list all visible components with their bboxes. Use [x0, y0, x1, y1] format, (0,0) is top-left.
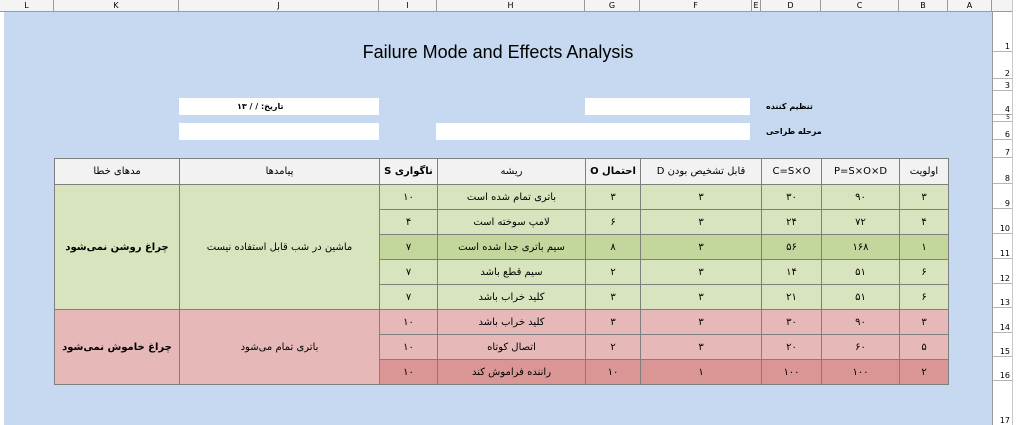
header-criticality[interactable]: C=S×O	[762, 159, 822, 185]
organizer-field[interactable]	[585, 98, 750, 115]
cause-cell[interactable]: اتصال کوتاه	[438, 335, 586, 360]
row-number: 7	[1004, 148, 1010, 157]
row-number: 2	[1004, 69, 1010, 78]
detection-cell[interactable]: ۳	[641, 335, 762, 360]
header-detection[interactable]: قابل تشخیص بودن D	[641, 159, 762, 185]
rpn-cell[interactable]: ۵۱	[822, 285, 900, 310]
severity-cell[interactable]: ۱۰	[380, 310, 438, 335]
row-number: 17	[999, 416, 1010, 425]
design-stage-field[interactable]	[436, 123, 750, 140]
fmea-table	[54, 158, 949, 385]
organizer-label: تنظیم کننده	[766, 102, 813, 111]
row-number: 10	[999, 224, 1010, 233]
occurrence-cell[interactable]: ۸	[586, 235, 641, 260]
date-extra-field[interactable]	[179, 123, 379, 140]
column-header-l[interactable]: L	[0, 0, 54, 11]
occurrence-cell[interactable]: ۳	[586, 285, 641, 310]
page-title: Failure Mode and Effects Analysis	[362, 42, 634, 62]
date-field[interactable]	[179, 98, 379, 115]
failure-mode-cell[interactable]: چراغ خاموش نمی‌شود	[55, 310, 180, 385]
severity-cell[interactable]: ۱۰	[380, 335, 438, 360]
occurrence-cell[interactable]: ۳	[586, 185, 641, 210]
effect-cell[interactable]: ماشین در شب قابل استفاده نیست	[180, 185, 380, 310]
occurrence-cell[interactable]: ۱۰	[586, 360, 641, 385]
row-header-4[interactable]	[993, 91, 1012, 115]
cause-cell[interactable]: کلید خراب باشد	[438, 310, 586, 335]
design-stage-label: مرحله طراحی	[766, 127, 822, 136]
header-occurrence[interactable]: احتمال O	[586, 159, 641, 185]
priority-cell[interactable]: ۵	[900, 335, 949, 360]
priority-cell[interactable]: ۳	[900, 185, 949, 210]
cause-cell[interactable]: سیم قطع باشد	[438, 260, 586, 285]
column-header-e[interactable]: E	[752, 0, 761, 11]
row-header-3[interactable]	[993, 79, 1012, 91]
table-row	[55, 310, 949, 335]
severity-cell[interactable]: ۷	[380, 260, 438, 285]
rpn-cell[interactable]: ۶۰	[822, 335, 900, 360]
column-header-c[interactable]: C	[821, 0, 899, 11]
severity-cell[interactable]: ۱۰	[380, 360, 438, 385]
severity-cell[interactable]: ۷	[380, 285, 438, 310]
severity-cell[interactable]: ۱۰	[380, 185, 438, 210]
spreadsheet-area[interactable]	[4, 12, 992, 425]
criticality-cell[interactable]: ۳۰	[762, 310, 822, 335]
column-header-f[interactable]: F	[640, 0, 752, 11]
column-header-b[interactable]: B	[899, 0, 948, 11]
column-header-i[interactable]: I	[379, 0, 437, 11]
failure-mode-cell[interactable]: چراغ روشن نمی‌شود	[55, 185, 180, 310]
row-number: 1	[1004, 42, 1010, 51]
row-header-6[interactable]	[993, 122, 1012, 140]
header-effects[interactable]: پیامدها	[180, 159, 380, 185]
occurrence-cell[interactable]: ۳	[586, 310, 641, 335]
column-header-d[interactable]: D	[761, 0, 821, 11]
criticality-cell[interactable]: ۲۰	[762, 335, 822, 360]
row-header-12[interactable]	[993, 259, 1012, 284]
right-edge-strip	[1012, 0, 1024, 425]
occurrence-cell[interactable]: ۲	[586, 260, 641, 285]
column-header-a[interactable]: A	[948, 0, 992, 11]
criticality-cell[interactable]: ۳۰	[762, 185, 822, 210]
detection-cell[interactable]: ۱	[641, 360, 762, 385]
date-label: تاریخ: / / ۱۳	[237, 102, 284, 111]
row-header-7[interactable]	[993, 140, 1012, 158]
priority-cell[interactable]: ۱	[900, 235, 949, 260]
row-number: 4	[1004, 105, 1010, 114]
occurrence-cell[interactable]: ۶	[586, 210, 641, 235]
row-header-14[interactable]	[993, 308, 1012, 333]
row-header-11[interactable]	[993, 234, 1012, 259]
row-number: 3	[1004, 81, 1010, 90]
row-number: 13	[999, 298, 1010, 307]
row-header-2[interactable]	[993, 52, 1012, 79]
detection-cell[interactable]: ۳	[641, 285, 762, 310]
header-severity[interactable]: ناگواری S	[380, 159, 438, 185]
detection-cell[interactable]: ۳	[641, 310, 762, 335]
row-header-10[interactable]	[993, 209, 1012, 234]
row-header-16[interactable]	[993, 357, 1012, 381]
rpn-cell[interactable]: ۵۱	[822, 260, 900, 285]
priority-cell[interactable]: ۶	[900, 260, 949, 285]
header-priority[interactable]: اولویت	[900, 159, 949, 185]
criticality-cell[interactable]: ۱۴	[762, 260, 822, 285]
rpn-cell[interactable]: ۹۰	[822, 310, 900, 335]
rpn-cell[interactable]: ۱۶۸	[822, 235, 900, 260]
header-cause[interactable]: ریشه	[438, 159, 586, 185]
table-row	[55, 185, 949, 210]
effect-cell[interactable]: باتری تمام می‌شود	[180, 310, 380, 385]
row-number: 12	[999, 274, 1010, 283]
priority-cell[interactable]: ۶	[900, 285, 949, 310]
column-header-j[interactable]: J	[179, 0, 379, 11]
header-rpn[interactable]: P=S×O×D	[822, 159, 900, 185]
row-header-bar	[992, 12, 1012, 425]
priority-cell[interactable]: ۴	[900, 210, 949, 235]
cause-cell[interactable]: راننده فراموش کند	[438, 360, 586, 385]
row-header-5[interactable]	[993, 115, 1012, 122]
criticality-cell[interactable]: ۱۰۰	[762, 360, 822, 385]
row-header-1[interactable]	[993, 12, 1012, 52]
detection-cell[interactable]: ۳	[641, 185, 762, 210]
criticality-cell[interactable]: ۵۶	[762, 235, 822, 260]
row-number: 6	[1004, 130, 1010, 139]
row-header-15[interactable]	[993, 333, 1012, 357]
row-header-9[interactable]	[993, 184, 1012, 209]
occurrence-cell[interactable]: ۲	[586, 335, 641, 360]
priority-cell[interactable]: ۲	[900, 360, 949, 385]
criticality-cell[interactable]: ۲۴	[762, 210, 822, 235]
row-header-17[interactable]	[993, 381, 1012, 425]
detection-cell[interactable]: ۳	[641, 235, 762, 260]
row-number: 9	[1004, 199, 1010, 208]
detection-cell[interactable]: ۳	[641, 260, 762, 285]
criticality-cell[interactable]: ۲۱	[762, 285, 822, 310]
cause-cell[interactable]: باتری تمام شده است	[438, 185, 586, 210]
row-number: 16	[999, 371, 1010, 380]
column-header-k[interactable]: K	[54, 0, 179, 11]
column-header-h[interactable]: H	[437, 0, 585, 11]
row-number: 15	[999, 347, 1010, 356]
detection-cell[interactable]: ۳	[641, 210, 762, 235]
rpn-cell[interactable]: ۱۰۰	[822, 360, 900, 385]
column-header-g[interactable]: G	[585, 0, 640, 11]
header-failure-modes[interactable]: مدهای خطا	[55, 159, 180, 185]
severity-cell[interactable]: ۷	[380, 235, 438, 260]
cause-cell[interactable]: لامپ سوخته است	[438, 210, 586, 235]
row-number: 14	[999, 323, 1010, 332]
table-header-row	[55, 159, 949, 185]
row-number: 11	[999, 249, 1010, 258]
column-header-bar	[0, 0, 1024, 12]
row-number: 8	[1004, 174, 1010, 183]
cause-cell[interactable]: سیم باتری جدا شده است	[438, 235, 586, 260]
severity-cell[interactable]: ۴	[380, 210, 438, 235]
row-header-13[interactable]	[993, 284, 1012, 308]
rpn-cell[interactable]: ۹۰	[822, 185, 900, 210]
priority-cell[interactable]: ۳	[900, 310, 949, 335]
row-number: 5	[1006, 114, 1010, 121]
rpn-cell[interactable]: ۷۲	[822, 210, 900, 235]
row-header-8[interactable]	[993, 158, 1012, 184]
cause-cell[interactable]: کلید خراب باشد	[438, 285, 586, 310]
